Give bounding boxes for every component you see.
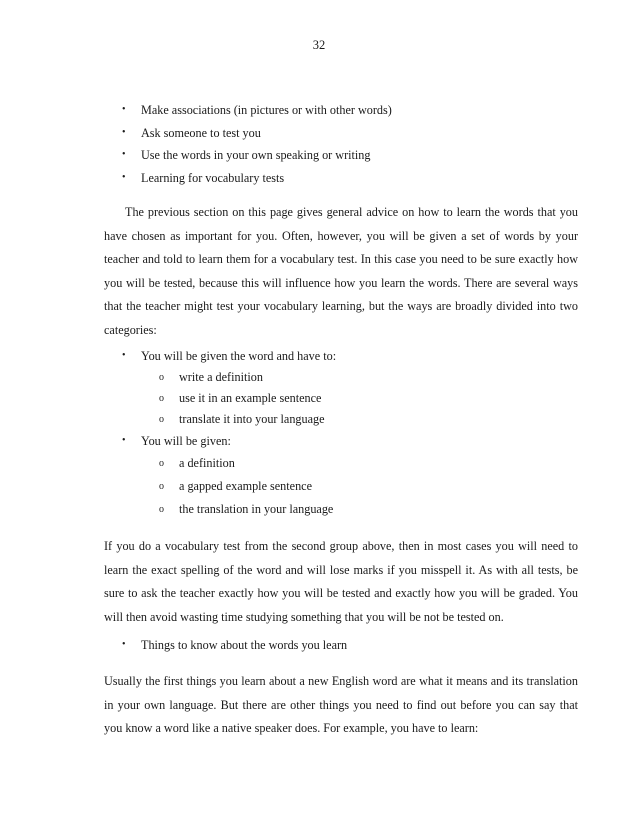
bullet-icon: • — [122, 126, 126, 138]
category-2-sublist — [159, 452, 334, 521]
sub-list-item — [159, 475, 333, 498]
sub-list-item-text: a gapped example sentence — [179, 479, 312, 493]
sub-list-item-text: the translation in your language — [179, 502, 334, 516]
circle-bullet-icon: o — [159, 393, 164, 404]
category-2-list — [122, 430, 231, 453]
bullet-icon: • — [122, 104, 126, 115]
paragraph-vocabulary-tests: The previous section on this page gives general advice on how to learn the words that you have chosen as important for you. Often, however, you will be given a set of words by your teacher and told to learn them for a vocabulary test. In this case you need to be sure exactly how you will be tested, because this will influence how you learn the words. There are several ways that the teacher might test your vocabulary learning, but the ways are broadly divided into two categories: — [104, 205, 578, 337]
circle-bullet-icon: o — [159, 481, 164, 492]
category-2-label: You will be given: — [141, 434, 231, 448]
top-bullet-list — [122, 99, 392, 189]
list-item — [122, 99, 392, 122]
circle-bullet-icon: o — [159, 504, 164, 515]
bullet-icon: • — [122, 171, 126, 183]
page-number: 32 — [312, 38, 326, 52]
sub-list-item — [159, 367, 325, 388]
sub-list-item-text: a definition — [179, 456, 235, 470]
bullet-icon: • — [122, 149, 126, 160]
list-item — [122, 345, 337, 368]
sub-list-item-text: write a definition — [179, 370, 263, 384]
sub-list-item — [159, 452, 333, 475]
list-item — [122, 167, 392, 190]
list-item-text: Learning for vocabulary tests — [141, 170, 285, 185]
category-1-sublist — [159, 367, 325, 430]
list-item-text: Make associations (in pictures or with other words) — [141, 103, 392, 117]
category-1-list — [122, 345, 337, 368]
paragraph-word-knowledge: Usually the first things you learn about a new English word are what it means and its translation in your own language. But there are other things you need to find out before you can say that you know a word like a native speaker does. For example, you have to learn: — [104, 674, 578, 736]
list-item — [122, 430, 231, 453]
list-item-text: Things to know about the words you learn — [141, 638, 348, 652]
bullet-icon: • — [122, 350, 126, 361]
category-1-label: You will be given the word and have to: — [141, 349, 337, 363]
bullet-icon: • — [122, 435, 126, 446]
bullet-icon: • — [122, 639, 126, 650]
paragraph-spelling: If you do a vocabulary test from the second group above, then in most cases you will need to learn the exact spelling of the word and will lose marks if you misspell it. As with all tests, be sure to ask the teacher exactly how you will be tested and exactly how you will be graded. You will then avoid wasting time studying something that you will be not be tested on. — [104, 539, 578, 624]
list-item-text: Use the words in your own speaking or writing — [141, 148, 371, 162]
sub-list-item-text: translate it into your language — [179, 412, 325, 426]
circle-bullet-icon: o — [159, 372, 164, 383]
things-to-know-list — [122, 634, 348, 657]
sub-list-item — [159, 409, 325, 430]
list-item — [122, 144, 392, 167]
list-item-text: Ask someone to test you — [141, 125, 261, 140]
sub-list-item-text: use it in an example sentence — [179, 391, 322, 405]
circle-bullet-icon: o — [159, 414, 164, 425]
sub-list-item — [159, 388, 325, 409]
list-item — [122, 122, 392, 145]
list-item — [122, 634, 348, 657]
sub-list-item — [159, 498, 334, 521]
circle-bullet-icon: o — [159, 458, 164, 469]
